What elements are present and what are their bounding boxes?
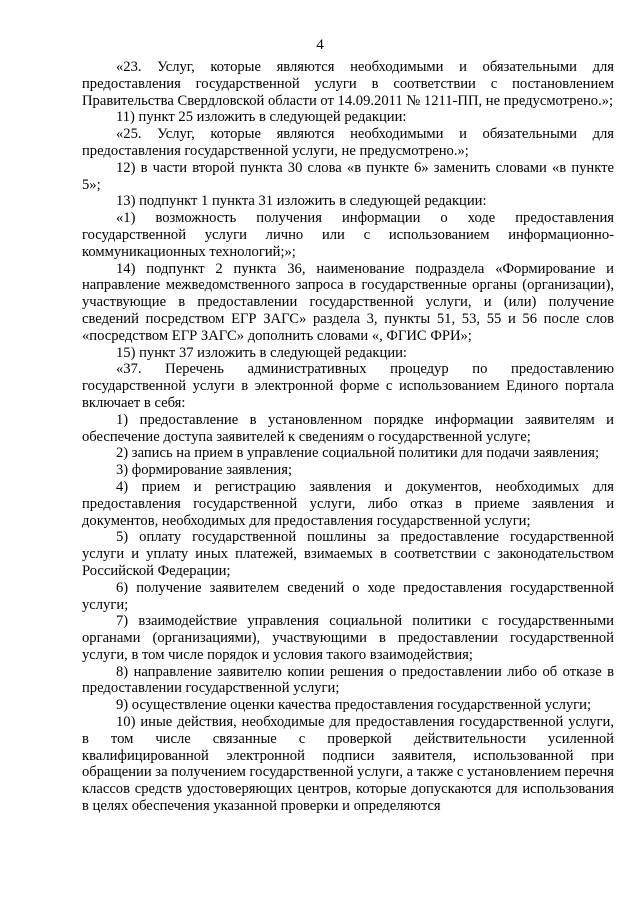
paragraph-amendment-13: 13) подпункт 1 пункта 31 изложить в следующей редакции: bbox=[116, 193, 487, 210]
paragraph-amendment-12: 12) в части второй пункта 30 слова «в пункте 6» заменить словами «в пункте 5»; bbox=[82, 159, 614, 193]
list-item-7: 7) взаимодействие управления социальной политики с государственными органами (организациями), участвующими в предоставлении государственной услуги, в том числе порядок и условия такого взаимодействия; bbox=[82, 613, 614, 663]
paragraph-amendment-15: 15) пункт 37 изложить в следующей редакции: bbox=[116, 344, 407, 361]
list-item-5: 5) оплату государственной пошлины за предоставление государственной услуги и уплату иных платежей, взимаемых в соответствии с законодательством Российской Федерации; bbox=[82, 529, 614, 579]
document-body bbox=[82, 59, 614, 815]
page-number: 4 bbox=[316, 37, 324, 53]
list-item-6: 6) получение заявителем сведений о ходе предоставления государственной услуги; bbox=[82, 579, 614, 613]
list-item-3: 3) формирование заявления; bbox=[116, 462, 292, 479]
paragraph-25-text: «25. Услуг, которые являются необходимыми и обязательными для предоставления государственной услуги, не предусмотрено.»; bbox=[82, 126, 614, 159]
list-item-10: 10) иные действия, необходимые для предоставления государственной услуги, в том числе связанные с проверкой действительности усиленной квалифицированной электронной подписи заявителя, использованной при обращении за получением государственной услуги, а также с установлением перечня классов средств удостоверяющих центров, которые допускаются для использования в целях обеспечения указанной проверки и определяются bbox=[82, 714, 614, 815]
paragraph-31-subitem-1: «1) возможность получения информации о ходе предоставления государственной услуги лично или с использованием информационно-коммуникационных технологий;»; bbox=[82, 210, 614, 260]
paragraph-37-intro: «37. Перечень административных процедур по предоставлению государственной услуги в электронной форме с использованием Единого портала включает в себя: bbox=[82, 361, 614, 411]
paragraph-amendment-14: 14) подпункт 2 пункта 36, наименование подраздела «Формирование и направление межведомственного запроса в государственные органы (организации), участвующие в предоставлении государственной услуги, и (или) получение сведений посредством ЕГР ЗАГС» раздела 3, пункты 51, 53, 55 и 56 после слов «посредством ЕГР ЗАГС» дополнить словами «, ФГИС ФРИ»; bbox=[82, 260, 614, 344]
paragraph-23-text: «23. Услуг, которые являются необходимыми и обязательными для предоставления государственной услуги в соответствии с постановлением Правительства Свердловской области от 14.09.2011 № 1211-ПП, не предусмотрено.»; bbox=[82, 59, 614, 109]
paragraph-amendment-11: 11) пункт 25 изложить в следующей редакции: bbox=[116, 109, 407, 126]
list-item-9: 9) осуществление оценки качества предоставления государственной услуги; bbox=[116, 697, 592, 714]
list-item-1: 1) предоставление в установленном порядке информации заявителям и обеспечение доступа заявителей к сведениям о государственной услуге; bbox=[82, 411, 614, 445]
list-item-4: 4) прием и регистрацию заявления и документов, необходимых для предоставления государственной услуги, либо отказ в приеме заявления и документов, необходимых для предоставления государственной услуги; bbox=[82, 478, 614, 529]
list-item-2: 2) запись на прием в управление социальной политики для подачи заявления; bbox=[116, 445, 600, 462]
list-item-8: 8) направление заявителю копии решения о предоставлении либо об отказе в предоставлении государственной услуги; bbox=[82, 663, 614, 697]
